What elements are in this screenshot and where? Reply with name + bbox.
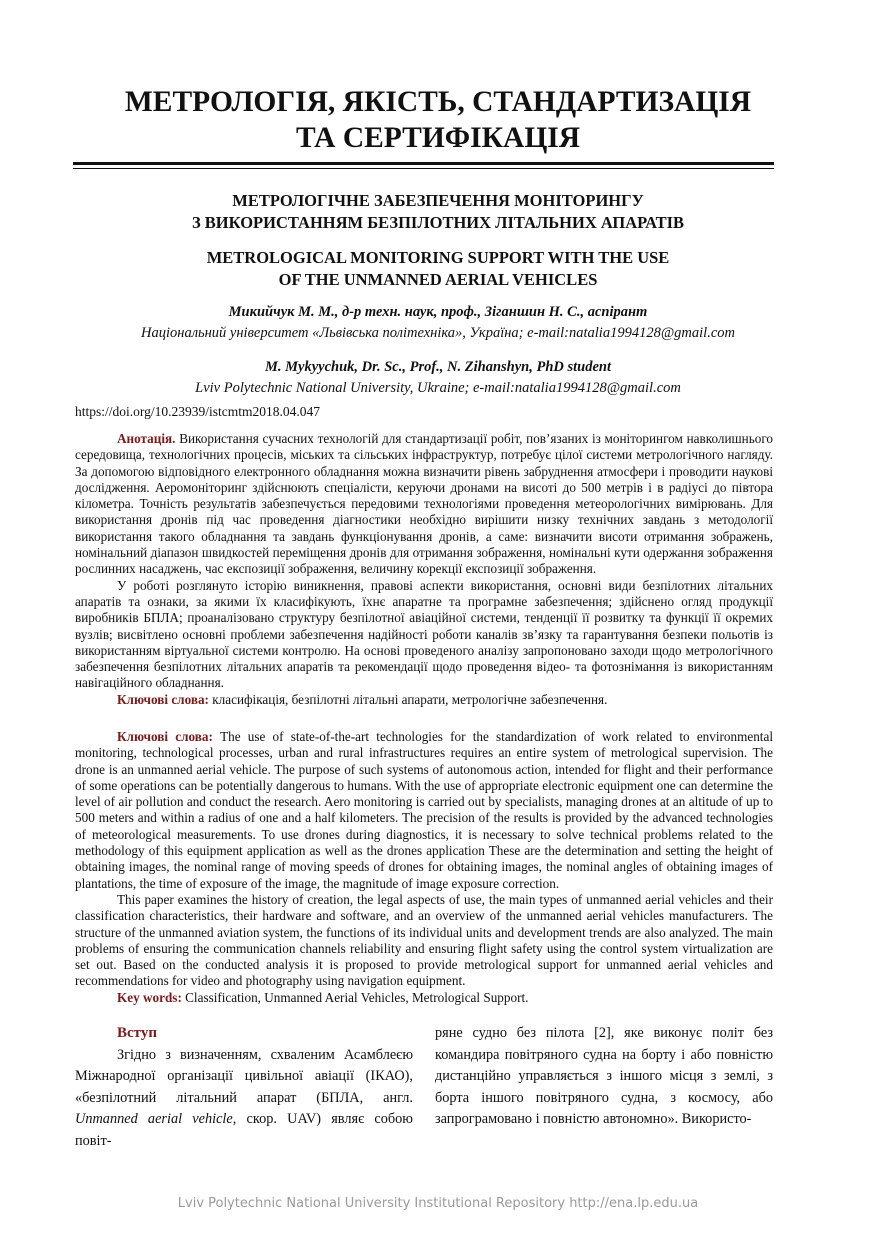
article-title-uk <box>80 190 796 234</box>
intro-left-text-b: , скор. UAV) являє собою повіт- <box>75 1111 413 1149</box>
article-title-en-line2: OF THE UNMANNED AERIAL VEHICLES <box>278 270 598 289</box>
abstract-en-keywords-text: Classification, Unmanned Aerial Vehicles, Metrological Support. <box>185 989 529 1005</box>
abstract-uk-paragraph-2: У роботі розглянуто історію виникнення, правові аспекти використання, основні види безпілотних літальних апаратів та ознаки, за якими їх класифікують, їхнє апаратне та програмне забезпечення; здійснено огляд продукції виробників БПЛА; проаналізовано структуру безпілотної авіаційної системи, тенденції її розвитку та функції її окремих вузлів; висвітлено основні проблеми забезпечення надійності роботи каналів зв’язку та гарантування безпеки польотів із використанням віртуальної системи контролю. На основі проведеного аналізу запропоновано заходи щодо метрологічного забезпечення безпілотних літальних апаратів та рекомендації щодо проведення відео- та фотознімання із використанням навігаційного обладнання. <box>75 577 773 691</box>
authors-en-affiliation: Lviv Polytechnic National University, Ukraine; e-mail:natalia1994128@gmail.com <box>195 380 681 396</box>
intro-right-column <box>435 1023 773 1131</box>
authors-uk-names: Микийчук М. М., д-р техн. наук, проф., Зіганшин Н. С., аспірант <box>228 304 648 320</box>
authors-uk-affiliation: Національний університет «Львівська політехніка», Україна; e-mail:natalia1994128@gmail.com <box>141 325 735 341</box>
abstract-en-keywords-label: Key words: <box>117 989 182 1005</box>
journal-section-title <box>70 84 806 156</box>
intro-left-term: Unmanned aerial vehicle <box>75 1111 233 1127</box>
intro-left-text <box>75 1045 413 1153</box>
repository-footer: Lviv Polytechnic National University Institutional Repository http://ena.lp.edu.ua <box>177 1196 699 1211</box>
article-title-en-line1: METROLOGICAL MONITORING SUPPORT WITH THE USE <box>206 248 670 267</box>
authors-en <box>80 357 796 399</box>
article-title-uk-line2: З ВИКОРИСТАННЯМ БЕЗПІЛОТНИХ ЛІТАЛЬНИХ АПАРАТІВ <box>191 213 685 232</box>
intro-heading: Вступ <box>117 1025 157 1041</box>
abstract-en <box>75 729 773 1006</box>
abstract-uk-paragraph-1 <box>75 431 773 578</box>
intro-left-column <box>75 1023 413 1152</box>
abstract-uk-keywords-label: Ключові слова: <box>117 691 209 707</box>
header-rule-thick <box>73 162 774 165</box>
abstract-uk-text-1: Використання сучасних технологій для стандартизації робіт, пов’язаних із моніторингом навколишнього середовища, технологічних процесів, міських та сільських інфраструктур, потребує цілої системи метрологічного нагляду. За допомогою відповідного електронного обладнання можна визначити рівень забруднення атмосфери і проводити наукові дослідження. Аеромоніторинг здійснюють спеціалісти, керуючи дронами на висоті до 500 метрів і в радіусі до півтора кілометра. Точність результатів забезпечується передовими технологіями проведення метеорологічних вимірювань. Для використання дронів під час проведення діагностики необхідно вирішити низку технічних завдань з методології використання такого обладнання та завдань функціонування дронів, а саме: визначити висоти отримання зображень, номінальний діапазон швидкостей переміщення дронів для отримання зображення, номінальні кути одержання зображення рослинних насаджень, час експозиції зображення, величину корекції експозиції зображення. <box>75 431 774 577</box>
abstract-en-label: Ключові слова: <box>117 729 213 744</box>
authors-en-names: M. Mykyychuk, Dr. Sc., Prof., N. Zihanshyn, PhD student <box>264 359 612 375</box>
abstract-en-paragraph-1 <box>75 729 773 892</box>
abstract-uk <box>75 431 773 708</box>
intro-left-text-a: Згідно з визначенням, схваленим Асамблеєю Міжнародної організації цивільної авіації (ІКАО), «безпілотний літальний апарат (БПЛА, англ. <box>75 1046 413 1106</box>
abstract-en-paragraph-2: This paper examines the history of creation, the legal aspects of use, the main types of unmanned aerial vehicles and their classification characteristics, their hardware and software, and an overview of the unmanned aerial vehicles manufacturers. The structure of the unmanned aviation system, the functions of its individual units and development trends are also analyzed. The main problems of ensuring the communication channels reliability and ensuring flight safety using the control system virtualization are set out. Based on the conducted analysis it is proposed to provide metrological support for unmanned aerial vehicles and recommendations for video and photography using navigation equipment. <box>75 891 773 989</box>
abstract-uk-keywords <box>75 692 773 708</box>
article-title-en <box>80 247 796 291</box>
abstract-uk-keywords-text: класифікація, безпілотні літальні апарати, метрологічне забезпечення. <box>212 691 608 707</box>
authors-uk <box>80 302 796 344</box>
journal-section-line2: ТА СЕРТИФІКАЦІЯ <box>295 122 581 154</box>
abstract-en-keywords <box>75 990 773 1006</box>
header-rule-thin <box>73 168 774 169</box>
abstract-uk-label: Анотація. <box>117 431 176 446</box>
doi-link[interactable]: https://doi.org/10.23939/istcmtm2018.04.047 <box>75 404 321 419</box>
abstract-en-text-1: The use of state-of-the-art technologies for the standardization of work related to environmental monitoring, technological processes, urban and rural infrastructures requires an entire system of metrological supervision. The drone is an unmanned aerial vehicle. The purpose of such systems of autonomous action, intended for flight and their performance of some operations can be potentially dangerous to humans. With the use of appropriate electronic equipment one can determine the level of air pollution and conduct the research. Aero monitoring is carried out by specialists, managing drones at an altitude of up to 500 meters and within a radius of one and a half kilometers. The precision of the results is provided by the advanced technologies of meteorological measurements. To use drones during diagnostics, it is necessary to solve technical problems related to the methodology of this equipment application as well as the drones application These are the determination and setting the height of obtaining images, the nominal range of moving speeds of drones for obtaining images, the nominal angles of obtaining images of plantations, the time of exposure of the image, the magnitude of image exposure correction. <box>75 729 773 891</box>
intro-right-text: ряне судно без пілота [2], яке виконує політ без командира повітряного судна на борту і або повністю дистанційно управляється з іншого місця з землі, з борта іншого повітряного судна, з космосу, або запрограмовано і повністю автономно». Використо- <box>435 1025 773 1127</box>
article-title-uk-line1: МЕТРОЛОГІЧНЕ ЗАБЕЗПЕЧЕННЯ МОНІТОРИНГУ <box>232 191 644 210</box>
journal-section-line1: МЕТРОЛОГІЯ, ЯКІСТЬ, СТАНДАРТИЗАЦІЯ <box>124 86 752 118</box>
